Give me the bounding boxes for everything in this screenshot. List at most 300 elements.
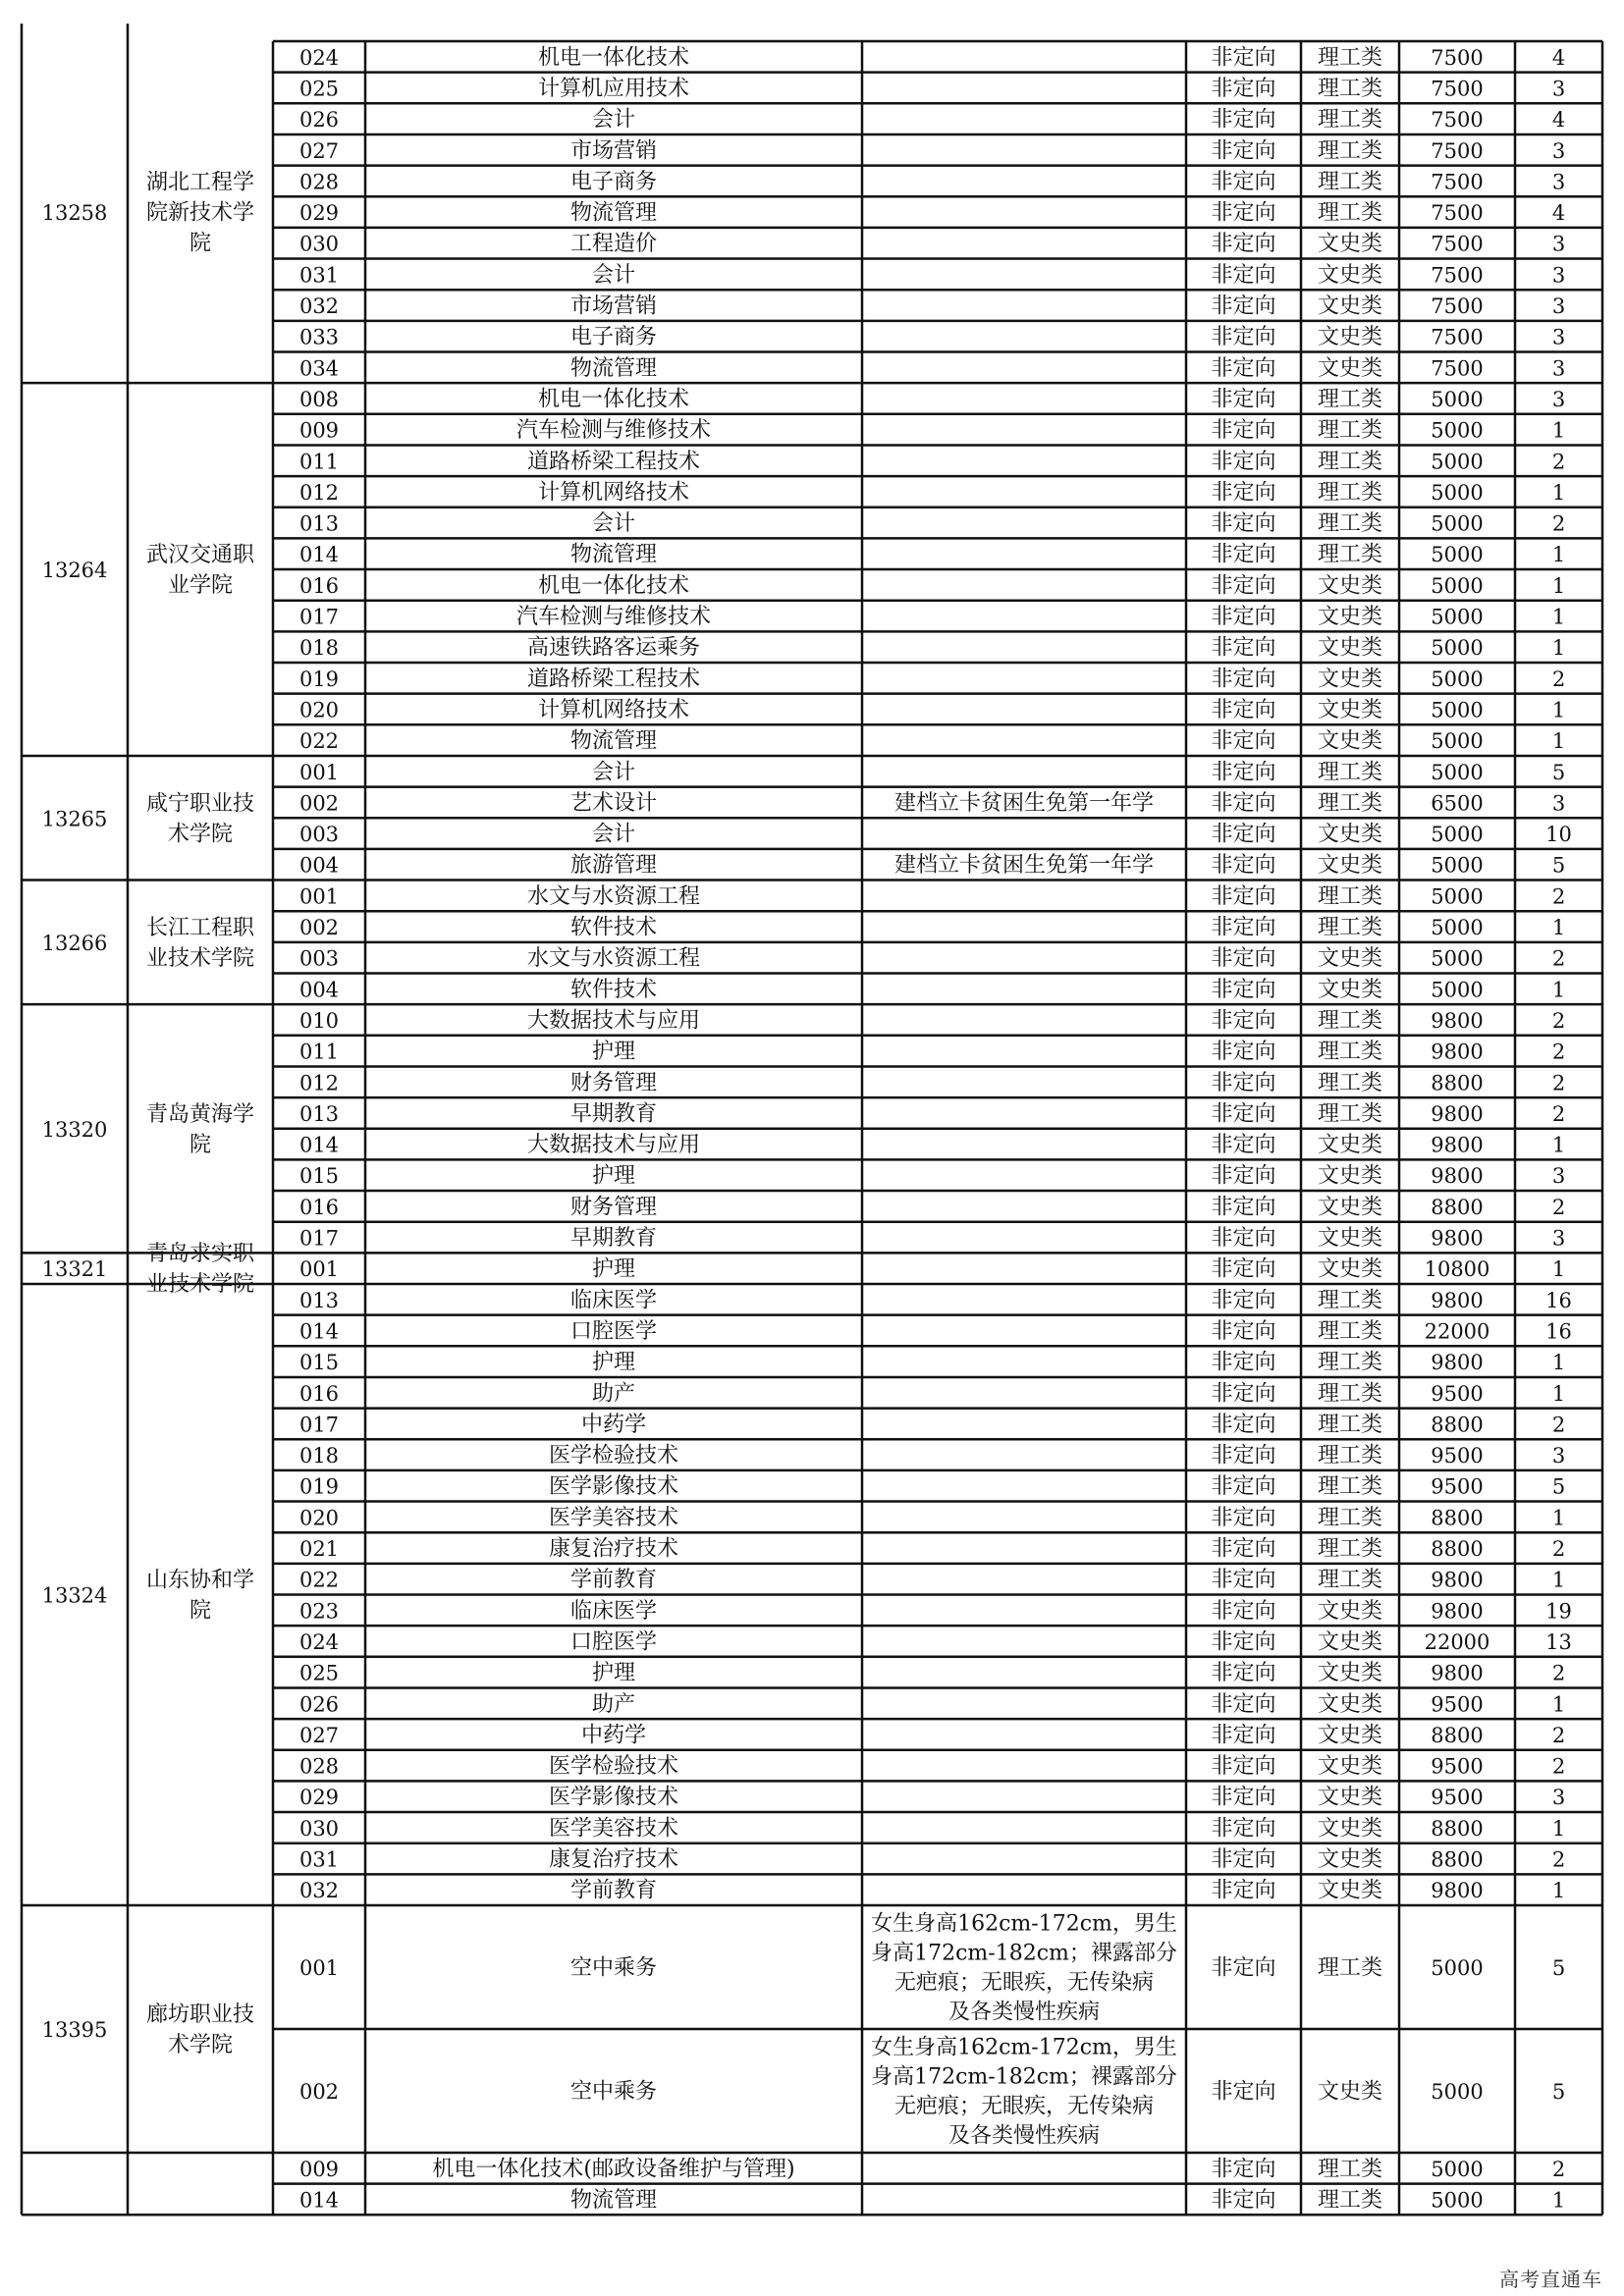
row-code: 025	[298, 77, 340, 101]
tuition-cell: 5000	[1431, 2080, 1484, 2104]
tuition-cell: 7500	[1431, 138, 1484, 163]
category-cell: 理工类	[1317, 2157, 1383, 2182]
row-code: 001	[298, 1956, 340, 1980]
category-cell: 理工类	[1317, 1008, 1383, 1034]
orientation-cell: 非定向	[1211, 138, 1276, 164]
quota-cell: 1	[1551, 1381, 1566, 1406]
orientation-cell: 非定向	[1211, 1443, 1276, 1468]
quota-cell: 1	[1551, 605, 1566, 629]
orientation-cell: 非定向	[1211, 45, 1276, 71]
quota-cell: 2	[1551, 2157, 1566, 2181]
orientation-cell: 非定向	[1211, 1785, 1276, 1810]
major-name: 机电一体化技术(邮政设备维护与管理)	[432, 2157, 795, 2182]
quota-cell: 19	[1545, 1599, 1572, 1624]
category-cell: 文史类	[1317, 1785, 1383, 1810]
major-name: 临床医学	[569, 1598, 658, 1624]
quota-cell: 5	[1551, 2080, 1566, 2104]
category-cell: 理工类	[1317, 200, 1383, 226]
row-code: 013	[298, 1288, 340, 1312]
quota-cell: 3	[1551, 294, 1566, 319]
tuition-cell: 6500	[1431, 791, 1484, 816]
quota-cell: 3	[1551, 1164, 1566, 1189]
row-code: 001	[298, 884, 340, 909]
institution-name: 青岛求实职	[145, 1242, 255, 1267]
orientation-cell: 非定向	[1211, 1505, 1276, 1530]
tuition-cell: 5000	[1431, 698, 1484, 722]
category-cell: 理工类	[1317, 1505, 1383, 1530]
quota-cell: 1	[1551, 1351, 1566, 1375]
orientation-cell: 非定向	[1211, 1847, 1276, 1873]
major-name: 医学影像技术	[548, 1785, 679, 1810]
quota-cell: 2	[1551, 1661, 1566, 1685]
row-code: 019	[298, 667, 340, 691]
major-name: 工程造价	[569, 232, 658, 257]
row-code: 014	[298, 543, 340, 567]
major-name: 康复治疗技术	[548, 1536, 679, 1562]
remark-text: 女生身高162cm-172cm，男生	[871, 2035, 1177, 2060]
category-cell: 理工类	[1317, 480, 1383, 506]
major-name: 市场营销	[569, 138, 658, 164]
orientation-cell: 非定向	[1211, 1412, 1276, 1437]
institution-name: 廊坊职业技	[145, 2002, 255, 2027]
tuition-cell: 9500	[1431, 1786, 1484, 1810]
institution-name: 院新技术学	[145, 200, 255, 226]
institution-name: 术学院	[167, 2033, 234, 2057]
tuition-cell: 7500	[1431, 170, 1484, 194]
tuition-cell: 5000	[1431, 667, 1484, 691]
orientation-cell: 非定向	[1211, 1070, 1276, 1095]
category-cell: 文史类	[1317, 1629, 1383, 1655]
category-cell: 理工类	[1317, 107, 1383, 133]
category-cell: 理工类	[1317, 883, 1383, 909]
category-cell: 理工类	[1317, 76, 1383, 101]
institution-name: 院	[189, 1132, 212, 1157]
major-name: 护理	[591, 1163, 636, 1189]
category-cell: 文史类	[1317, 262, 1383, 288]
orientation-cell: 非定向	[1211, 790, 1276, 816]
remark-text: 建档立卡贫困生免第一年学	[893, 853, 1155, 879]
major-name: 早期教育	[569, 1101, 658, 1127]
remark-text: 无疤痕；无眼疾，无传染病	[893, 2094, 1155, 2119]
orientation-cell: 非定向	[1211, 1133, 1276, 1158]
orientation-cell: 非定向	[1211, 977, 1276, 1002]
tuition-cell: 9500	[1431, 1692, 1484, 1717]
watermark-text: 高考直通车	[1499, 2268, 1602, 2291]
orientation-cell: 非定向	[1211, 1878, 1276, 1903]
quota-cell: 2	[1551, 1195, 1566, 1219]
category-cell: 理工类	[1317, 449, 1383, 474]
major-name: 财务管理	[569, 1195, 658, 1220]
quota-cell: 16	[1545, 1319, 1572, 1344]
orientation-cell: 非定向	[1211, 480, 1276, 506]
tuition-cell: 9800	[1431, 1101, 1484, 1126]
category-cell: 理工类	[1317, 1381, 1383, 1407]
orientation-cell: 非定向	[1211, 915, 1276, 940]
row-code: 024	[298, 1629, 340, 1654]
major-name: 空中乘务	[569, 2079, 658, 2105]
major-name: 临床医学	[569, 1288, 658, 1313]
tuition-cell: 9800	[1431, 1351, 1484, 1375]
orientation-cell: 非定向	[1211, 1226, 1276, 1252]
major-name: 医学影像技术	[548, 1474, 679, 1500]
quota-cell: 2	[1551, 1847, 1566, 1872]
row-code: 001	[298, 760, 340, 784]
row-code: 032	[298, 1879, 340, 1903]
tuition-cell: 22000	[1424, 1629, 1490, 1654]
tuition-cell: 9800	[1431, 1568, 1484, 1592]
tuition-cell: 8800	[1431, 1195, 1484, 1219]
row-code: 011	[298, 450, 340, 474]
institution-name: 术学院	[167, 822, 234, 847]
tuition-cell: 5000	[1431, 450, 1484, 474]
tuition-cell: 5000	[1431, 978, 1484, 1002]
category-cell: 文史类	[1317, 667, 1383, 692]
orientation-cell: 非定向	[1211, 169, 1276, 194]
orientation-cell: 非定向	[1211, 355, 1276, 381]
category-cell: 文史类	[1317, 605, 1383, 630]
row-code: 014	[298, 1319, 340, 1344]
orientation-cell: 非定向	[1211, 387, 1276, 412]
institution-code: 13321	[41, 1257, 108, 1282]
major-name: 中药学	[580, 1723, 647, 1748]
institution-code: 13265	[41, 807, 108, 831]
row-code: 017	[298, 1226, 340, 1251]
category-cell: 文史类	[1317, 822, 1383, 847]
major-name: 财务管理	[569, 1070, 658, 1095]
quota-cell: 1	[1551, 916, 1566, 940]
row-code: 016	[298, 573, 340, 598]
quota-cell: 1	[1551, 698, 1566, 722]
remark-text: 建档立卡贫困生免第一年学	[893, 790, 1155, 816]
major-name: 会计	[591, 107, 636, 133]
orientation-cell: 非定向	[1211, 605, 1276, 630]
orientation-cell: 非定向	[1211, 1288, 1276, 1313]
quota-cell: 5	[1551, 1956, 1566, 1980]
orientation-cell: 非定向	[1211, 294, 1276, 319]
category-cell: 理工类	[1317, 45, 1383, 71]
tuition-cell: 5000	[1431, 573, 1484, 598]
major-name: 助产	[591, 1691, 636, 1717]
major-name: 口腔医学	[569, 1318, 658, 1344]
major-name: 软件技术	[569, 915, 658, 940]
major-name: 大数据技术与应用	[526, 1133, 701, 1158]
tuition-cell: 7500	[1431, 325, 1484, 349]
category-cell: 理工类	[1317, 790, 1383, 816]
row-code: 002	[298, 2080, 340, 2104]
category-cell: 文史类	[1317, 977, 1383, 1002]
orientation-cell: 非定向	[1211, 107, 1276, 133]
major-name: 大数据技术与应用	[526, 1008, 701, 1034]
row-code: 026	[298, 108, 340, 133]
tuition-cell: 5000	[1431, 418, 1484, 443]
tuition-cell: 5000	[1431, 605, 1484, 629]
category-cell: 文史类	[1317, 325, 1383, 350]
row-code: 003	[298, 823, 340, 847]
row-code: 015	[298, 1164, 340, 1189]
major-name: 物流管理	[569, 728, 658, 754]
tuition-cell: 9800	[1431, 1288, 1484, 1312]
row-code: 034	[298, 356, 340, 381]
tuition-cell: 9800	[1431, 1661, 1484, 1685]
row-code: 024	[298, 45, 340, 70]
quota-cell: 1	[1551, 636, 1566, 661]
quota-cell: 1	[1551, 1133, 1566, 1157]
row-code: 028	[298, 170, 340, 194]
tuition-cell: 7500	[1431, 108, 1484, 133]
category-cell: 文史类	[1317, 1226, 1383, 1252]
tuition-cell: 7500	[1431, 232, 1484, 256]
quota-cell: 5	[1551, 853, 1566, 878]
major-name: 口腔医学	[569, 1629, 658, 1655]
major-name: 空中乘务	[569, 1955, 658, 1981]
row-code: 014	[298, 1133, 340, 1157]
tuition-cell: 5000	[1431, 543, 1484, 567]
quota-cell: 1	[1551, 1879, 1566, 1903]
orientation-cell: 非定向	[1211, 1754, 1276, 1780]
major-name: 护理	[591, 1040, 636, 1065]
major-name: 物流管理	[569, 355, 658, 381]
tuition-cell: 22000	[1424, 1319, 1490, 1344]
row-code: 023	[298, 1599, 340, 1624]
tuition-cell: 5000	[1431, 511, 1484, 536]
major-name: 艺术设计	[569, 790, 658, 816]
quota-cell: 2	[1551, 1723, 1566, 1747]
major-name: 机电一体化技术	[537, 387, 690, 412]
row-code: 010	[298, 1008, 340, 1033]
orientation-cell: 非定向	[1211, 1568, 1276, 1593]
quota-cell: 1	[1551, 2188, 1566, 2213]
orientation-cell: 非定向	[1211, 1955, 1276, 1981]
major-name: 旅游管理	[569, 853, 658, 879]
major-name: 高速铁路客运乘务	[526, 635, 701, 661]
institution-name: 院	[189, 1598, 212, 1624]
major-name: 医学检验技术	[548, 1754, 679, 1780]
row-code: 018	[298, 1444, 340, 1468]
tuition-cell: 9800	[1431, 1599, 1484, 1624]
orientation-cell: 非定向	[1211, 511, 1276, 537]
orientation-cell: 非定向	[1211, 760, 1276, 785]
orientation-cell: 非定向	[1211, 325, 1276, 350]
orientation-cell: 非定向	[1211, 946, 1276, 972]
row-code: 013	[298, 511, 340, 536]
quota-cell: 4	[1551, 45, 1566, 70]
orientation-cell: 非定向	[1211, 822, 1276, 847]
quota-cell: 5	[1551, 760, 1566, 784]
quota-cell: 2	[1551, 1008, 1566, 1033]
category-cell: 理工类	[1317, 1443, 1383, 1468]
quota-cell: 3	[1551, 77, 1566, 101]
row-code: 012	[298, 480, 340, 505]
major-name: 会计	[591, 262, 636, 288]
orientation-cell: 非定向	[1211, 1816, 1276, 1842]
orientation-cell: 非定向	[1211, 1195, 1276, 1220]
category-cell: 文史类	[1317, 853, 1383, 879]
major-name: 计算机应用技术	[537, 76, 690, 101]
quota-cell: 13	[1545, 1629, 1572, 1654]
orientation-cell: 非定向	[1211, 418, 1276, 444]
quota-cell: 1	[1551, 729, 1566, 754]
orientation-cell: 非定向	[1211, 542, 1276, 567]
tuition-cell: 8800	[1431, 1847, 1484, 1872]
category-cell: 文史类	[1317, 1133, 1383, 1158]
quota-cell: 1	[1551, 418, 1566, 443]
tuition-cell: 9800	[1431, 1133, 1484, 1157]
row-code: 002	[298, 791, 340, 816]
remark-text: 无疤痕；无眼疾，无传染病	[893, 1970, 1155, 1996]
row-code: 026	[298, 1692, 340, 1717]
quota-cell: 2	[1551, 884, 1566, 909]
quota-cell: 3	[1551, 1786, 1566, 1810]
row-code: 019	[298, 1474, 340, 1499]
category-cell: 文史类	[1317, 232, 1383, 257]
quota-cell: 3	[1551, 387, 1566, 411]
tuition-cell: 5000	[1431, 823, 1484, 847]
tuition-cell: 8800	[1431, 1071, 1484, 1095]
major-name: 医学美容技术	[548, 1505, 679, 1530]
tuition-cell: 5000	[1431, 2188, 1484, 2213]
quota-cell: 1	[1551, 573, 1566, 598]
institution-code: 13395	[41, 2018, 108, 2042]
quota-cell: 4	[1551, 108, 1566, 133]
major-name: 软件技术	[569, 977, 658, 1002]
remark-text: 身高172cm-182cm；裸露部分	[871, 2064, 1177, 2090]
category-cell: 理工类	[1317, 1350, 1383, 1375]
category-cell: 文史类	[1317, 2079, 1383, 2105]
category-cell: 文史类	[1317, 1754, 1383, 1780]
major-name: 电子商务	[569, 169, 658, 194]
row-code: 004	[298, 853, 340, 878]
major-name: 医学美容技术	[548, 1816, 679, 1842]
remark-text: 女生身高162cm-172cm，男生	[871, 1911, 1177, 1937]
category-cell: 文史类	[1317, 1195, 1383, 1220]
major-name: 汽车检测与维修技术	[515, 418, 712, 444]
orientation-cell: 非定向	[1211, 2079, 1276, 2105]
major-name: 物流管理	[569, 2187, 658, 2213]
institution-name: 长江工程职	[145, 915, 255, 940]
category-cell: 理工类	[1317, 1536, 1383, 1562]
category-cell: 文史类	[1317, 573, 1383, 599]
quota-cell: 1	[1551, 978, 1566, 1002]
major-name: 护理	[591, 1350, 636, 1375]
tuition-cell: 9800	[1431, 1164, 1484, 1189]
tuition-cell: 5000	[1431, 884, 1484, 909]
orientation-cell: 非定向	[1211, 1163, 1276, 1189]
institution-name: 山东协和学	[145, 1568, 255, 1593]
orientation-cell: 非定向	[1211, 2187, 1276, 2213]
row-code: 033	[298, 325, 340, 349]
category-cell: 文史类	[1317, 1847, 1383, 1873]
category-cell: 理工类	[1317, 511, 1383, 537]
row-code: 020	[298, 1506, 340, 1530]
category-cell: 理工类	[1317, 1040, 1383, 1065]
row-code: 027	[298, 1723, 340, 1747]
orientation-cell: 非定向	[1211, 635, 1276, 661]
quota-cell: 3	[1551, 791, 1566, 816]
row-code: 020	[298, 698, 340, 722]
tuition-cell: 9500	[1431, 1474, 1484, 1499]
row-code: 013	[298, 1101, 340, 1126]
category-cell: 文史类	[1317, 1598, 1383, 1624]
quota-cell: 2	[1551, 1101, 1566, 1126]
quota-cell: 1	[1551, 1692, 1566, 1717]
quota-cell: 3	[1551, 138, 1566, 163]
orientation-cell: 非定向	[1211, 1691, 1276, 1717]
institution-code: 13266	[41, 931, 108, 955]
quota-cell: 1	[1551, 1257, 1566, 1282]
category-cell: 文史类	[1317, 635, 1383, 661]
major-name: 水文与水资源工程	[526, 946, 701, 972]
quota-cell: 3	[1551, 356, 1566, 381]
row-code: 016	[298, 1381, 340, 1406]
row-code: 009	[298, 2157, 340, 2181]
category-cell: 文史类	[1317, 355, 1383, 381]
category-cell: 理工类	[1317, 387, 1383, 412]
row-code: 011	[298, 1040, 340, 1064]
row-code: 030	[298, 232, 340, 256]
major-name: 汽车检测与维修技术	[515, 605, 712, 630]
quota-cell: 10	[1545, 823, 1572, 847]
quota-cell: 2	[1551, 1537, 1566, 1562]
institution-name: 业学院	[167, 573, 234, 599]
orientation-cell: 非定向	[1211, 1256, 1276, 1282]
major-name: 学前教育	[569, 1878, 658, 1903]
tuition-cell: 5000	[1431, 1956, 1484, 1980]
row-code: 031	[298, 1847, 340, 1872]
category-cell: 理工类	[1317, 1412, 1383, 1437]
major-name: 中药学	[580, 1412, 647, 1437]
quota-cell: 2	[1551, 1413, 1566, 1437]
institution-code: 13320	[41, 1117, 108, 1142]
row-code: 030	[298, 1816, 340, 1841]
remark-text: 身高172cm-182cm；裸露部分	[871, 1941, 1177, 1966]
row-code: 027	[298, 138, 340, 163]
remark-text: 及各类慢性疾病	[947, 2123, 1101, 2149]
major-name: 机电一体化技术	[537, 573, 690, 599]
category-cell: 文史类	[1317, 1691, 1383, 1717]
tuition-cell: 5000	[1431, 916, 1484, 940]
major-name: 道路桥梁工程技术	[526, 667, 701, 692]
institution-name: 业技术学院	[145, 945, 255, 971]
category-cell: 理工类	[1317, 760, 1383, 785]
quota-cell: 3	[1551, 325, 1566, 349]
orientation-cell: 非定向	[1211, 697, 1276, 722]
category-cell: 理工类	[1317, 1568, 1383, 1593]
quota-cell: 2	[1551, 1754, 1566, 1779]
orientation-cell: 非定向	[1211, 1629, 1276, 1655]
quota-cell: 2	[1551, 1040, 1566, 1064]
category-cell: 文史类	[1317, 1878, 1383, 1903]
major-name: 会计	[591, 822, 636, 847]
row-code: 009	[298, 418, 340, 443]
remark-text: 及各类慢性疾病	[947, 2000, 1101, 2025]
tuition-cell: 9500	[1431, 1754, 1484, 1779]
orientation-cell: 非定向	[1211, 1318, 1276, 1344]
major-name: 道路桥梁工程技术	[526, 449, 701, 474]
orientation-cell: 非定向	[1211, 1008, 1276, 1034]
orientation-cell: 非定向	[1211, 1381, 1276, 1407]
quota-cell: 2	[1551, 511, 1566, 536]
institution-name: 青岛黄海学	[145, 1101, 255, 1127]
major-name: 市场营销	[569, 294, 658, 319]
institution-code: 13324	[41, 1583, 108, 1608]
major-name: 会计	[591, 511, 636, 537]
row-code: 017	[298, 1413, 340, 1437]
category-cell: 理工类	[1317, 169, 1383, 194]
major-name: 学前教育	[569, 1568, 658, 1593]
quota-cell: 16	[1545, 1288, 1572, 1312]
tuition-cell: 10800	[1424, 1257, 1490, 1282]
quota-cell: 2	[1551, 450, 1566, 474]
